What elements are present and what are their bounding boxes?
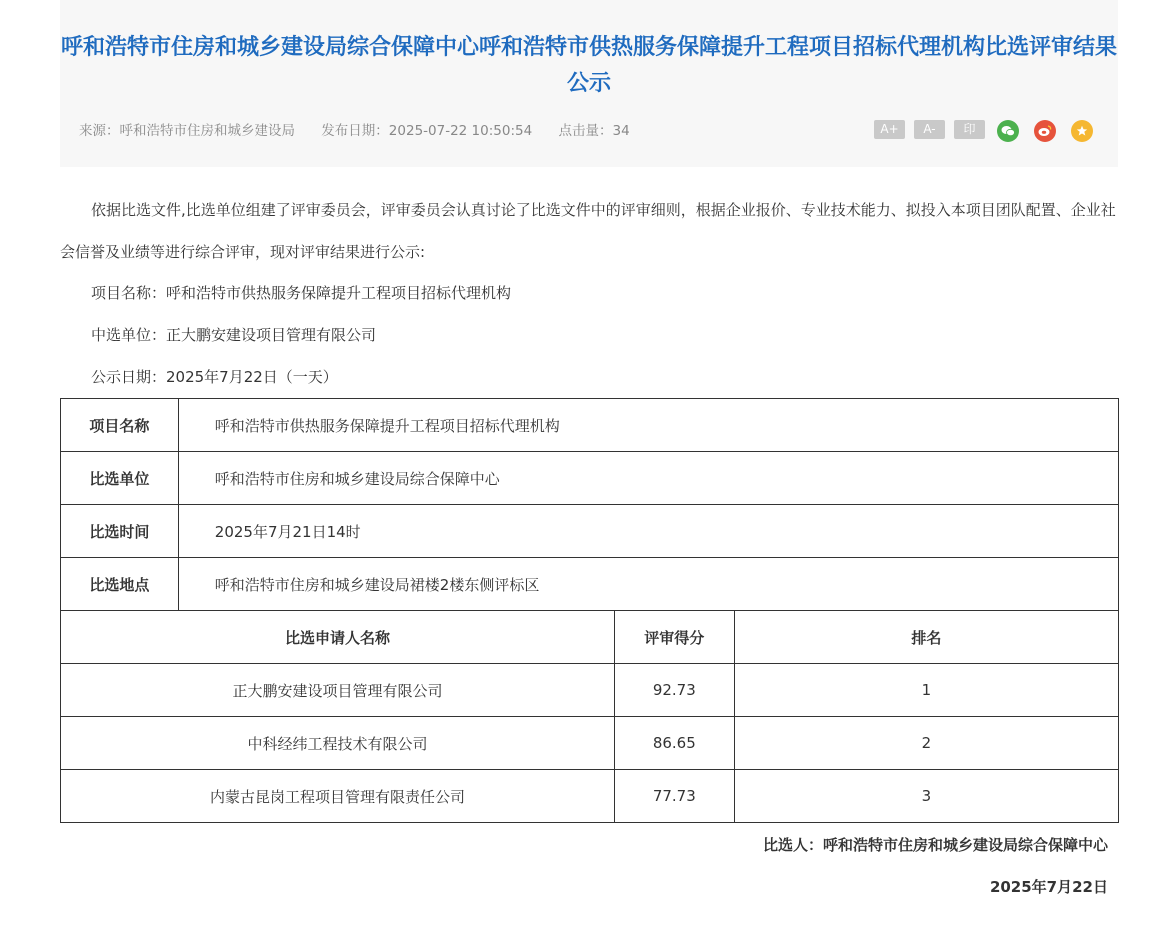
table-row (61, 399, 1119, 452)
view-count: 点击量：34 (558, 123, 630, 139)
table-row (61, 505, 1119, 558)
intro-paragraph: 依据比选文件,比选单位组建了评审委员会，评审委员会认真讨论了比选文件中的评审细则，根据企业报价、专业技术能力、拟投入本项目团队配置、企业社会信誉及业绩等进行综合评审，现对评审结果进行公示: (60, 201, 1116, 261)
article-meta (79, 119, 652, 139)
applicant-name: 中科经纬工程技术有限公司 (61, 717, 615, 770)
rank-cell: 2 (734, 717, 1118, 770)
rank-cell: 1 (734, 664, 1118, 717)
score-cell: 77.73 (614, 770, 734, 823)
row-value: 2025年7月21日14时 (178, 505, 1118, 558)
page-title: 呼和浩特市住房和城乡建设局综合保障中心呼和浩特市供热服务保障提升工程项目招标代理机构比选评审结果公示 (60, 35, 1117, 96)
result-table (60, 398, 1119, 823)
row-value: 呼和浩特市住房和城乡建设局裙楼2楼东侧评标区 (178, 558, 1118, 611)
print-button[interactable]: 印 (954, 120, 985, 139)
signature-date: 2025年7月22日 (989, 878, 1108, 896)
row-label: 比选时间 (61, 505, 179, 558)
column-header-rank: 排名 (734, 611, 1118, 664)
applicant-name: 正大鹏安建设项目管理有限公司 (61, 664, 615, 717)
font-smaller-button[interactable]: A- (914, 120, 945, 139)
font-larger-button[interactable]: A+ (874, 120, 905, 139)
publicity-period-line: 公示日期：2025年7月22日（一天） (91, 368, 338, 386)
score-cell: 92.73 (614, 664, 734, 717)
row-value: 呼和浩特市住房和城乡建设局综合保障中心 (178, 452, 1118, 505)
table-row (61, 717, 1119, 770)
favorite-icon[interactable] (1071, 120, 1093, 142)
winner-line: 中选单位：正大鹏安建设项目管理有限公司 (91, 326, 377, 344)
column-header-applicant: 比选申请人名称 (61, 611, 615, 664)
publish-date: 发布日期：2025-07-22 10:50:54 (321, 123, 533, 139)
table-row (61, 664, 1119, 717)
row-label: 比选地点 (61, 558, 179, 611)
table-row (61, 558, 1119, 611)
table-header-row (61, 611, 1119, 664)
row-value: 呼和浩特市供热服务保障提升工程项目招标代理机构 (178, 399, 1118, 452)
applicant-name: 内蒙古昆岗工程项目管理有限责任公司 (61, 770, 615, 823)
wechat-icon[interactable] (997, 120, 1019, 142)
row-label: 比选单位 (61, 452, 179, 505)
project-name-line: 项目名称：呼和浩特市供热服务保障提升工程项目招标代理机构 (91, 284, 512, 302)
row-label: 项目名称 (61, 399, 179, 452)
column-header-score: 评审得分 (614, 611, 734, 664)
weibo-icon[interactable] (1034, 120, 1056, 142)
rank-cell: 3 (734, 770, 1118, 823)
score-cell: 86.65 (614, 717, 734, 770)
source-label: 来源：呼和浩特市住房和城乡建设局 (79, 123, 295, 139)
table-row (61, 770, 1119, 823)
table-row (61, 452, 1119, 505)
signature-org: 比选人：呼和浩特市住房和城乡建设局综合保障中心 (762, 836, 1108, 854)
